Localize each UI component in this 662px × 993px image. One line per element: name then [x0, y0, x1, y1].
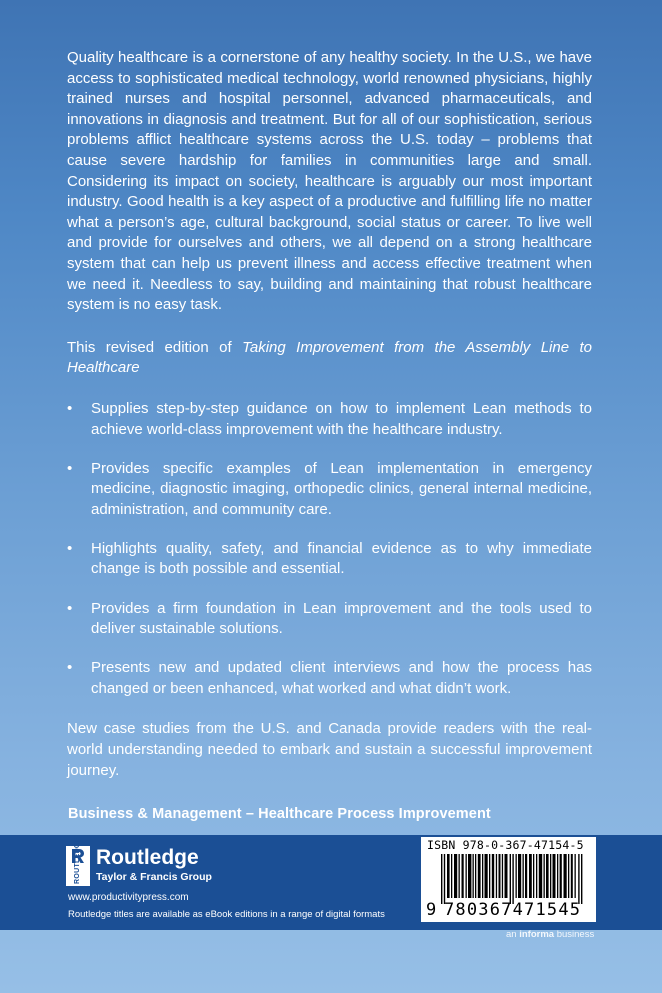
publisher-url[interactable]: www.productivitypress.com [68, 892, 189, 903]
lead-sentence [67, 338, 592, 379]
isbn-label: ISBN 978-0-367-47154-5 [427, 838, 584, 852]
logo-vertical-text: ROUTLEDGE [74, 837, 81, 884]
informa-suffix: business [554, 929, 595, 940]
list-item [67, 399, 592, 440]
barcode-digits: 780367471545 [444, 900, 582, 920]
list-item-text: Supplies step-by-step guidance on how to implement Lean methods to achieve world-class improvement with the healthcare industry. [91, 399, 592, 438]
routledge-logo-mark [66, 837, 90, 886]
list-item-text: Presents new and updated client interviews and how the process has changed or been enhanced, what worked and what didn’t work. [91, 659, 592, 697]
publisher-group: Taylor & Francis Group [96, 871, 212, 883]
bullet-icon: • [67, 539, 73, 557]
lead-prefix: This revised edition of [67, 338, 243, 356]
list-item [67, 459, 592, 521]
bullet-icon: • [67, 659, 73, 677]
list-item [67, 658, 592, 699]
list-item-text: Provides specific examples of Lean implementation in emergency medicine, diagnostic imaging, orthopedic clinics, general internal medicine, administration, and community care. [91, 459, 592, 518]
informa-brand: informa [519, 929, 555, 940]
publisher-name: Routledge [96, 846, 199, 869]
bullet-icon: • [67, 599, 73, 617]
informa-prefix: an [506, 929, 520, 940]
list-item [67, 599, 592, 640]
list-item-text: Provides a firm foundation in Lean improvement and the tools used to deliver sustainable solutions. [91, 599, 592, 638]
list-item-text: Highlights quality, safety, and financial evidence as to why immediate change is both possible and essential. [91, 539, 592, 578]
list-item [67, 539, 592, 580]
barcode-bars-icon [441, 854, 583, 904]
bullet-icon: • [67, 459, 73, 477]
bullet-icon: • [67, 399, 73, 417]
intro-paragraph: Quality healthcare is a cornerstone of any healthy society. In the U.S., we have access to sophisticated medical technology, world renowned physicians, highly trained nurses and hospital personnel, advanced pharmaceuticals, and innovations in diagnosis and treatment. But for all of our sophistication, serious problems afflict healthcare systems across the U.S. today – problems that cause severe hardship for families in communities large and small. Considering its impact on society, healthcare is arguably our most important industry. Good health is a key aspect of a productive and fulfilling life no matter what a person’s age, cultural background, social status or career. To live well and provide for ourselves and others, we all depend on a strong healthcare system that can help us prevent illness and access effective treatment when we need it. Needless to say, building and maintaining that robust healthcare system is no easy task. [67, 49, 592, 314]
ebook-note: Routledge titles are available as eBook editions in a range of digital formats [68, 909, 385, 920]
isbn-barcode [421, 837, 596, 922]
closing-paragraph: New case studies from the U.S. and Canada provide readers with the real-world understanding needed to embark and sustain a successful improvement journey. [67, 720, 592, 779]
informa-tagline [506, 929, 594, 940]
back-cover-copy [67, 48, 592, 781]
subject-category: Business & Management – Healthcare Process Improvement [68, 806, 491, 822]
book-title: Taking Improvement from the Assembly Line to Healthcare [67, 338, 592, 377]
feature-list [67, 399, 592, 700]
barcode-first-digit: 9 [426, 900, 437, 920]
